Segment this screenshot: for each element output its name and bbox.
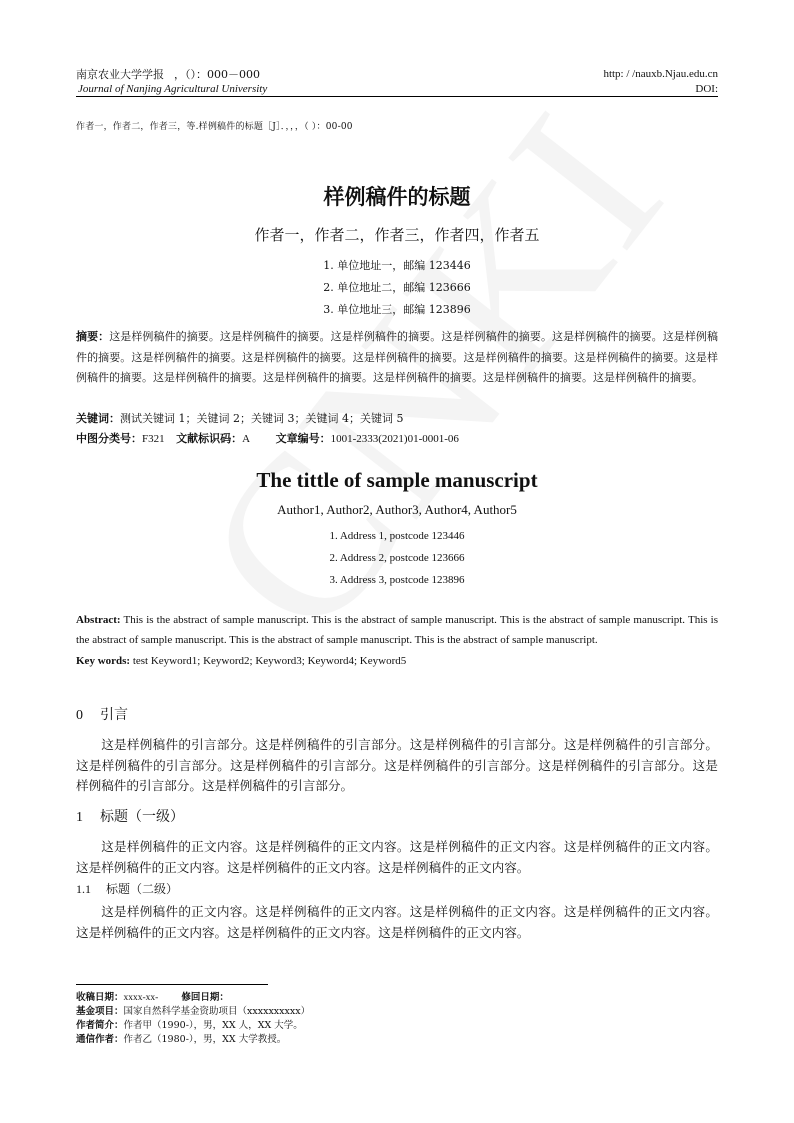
classification-line — [76, 429, 718, 450]
abstract-en — [76, 610, 718, 650]
address-cn-2: 2. 单位地址二，邮编 123666 — [323, 281, 471, 294]
journal-name-cn: 南京农业大学学报 ，（）：000－000 — [76, 68, 260, 81]
journal-url[interactable]: http: / /nauxb.Njau.edu.cn — [603, 68, 718, 80]
section-text-0: 这是样例稿件的引言部分。这是样例稿件的引言部分。这是样例稿件的引言部分。这是样例稿件的引言部分。这是样例稿件的引言部分。这是样例稿件的引言部分。这是样例稿件的引言部分。这是样例稿件的引言部分。这是样例稿件的引言部分。这是样例稿件的引言部分。 — [76, 737, 718, 793]
keywords-cn-text: 测试关键词 1；关键词 2；关键词 3；关键词 4；关键词 5 — [120, 412, 404, 425]
section-text-1-1: 这是样例稿件的正文内容。这是样例稿件的正文内容。这是样例稿件的正文内容。这是样例稿件的正文内容。这是样例稿件的正文内容。这是样例稿件的正文内容。这是样例稿件的正文内容。 — [76, 904, 718, 940]
keywords-en-label: Key words: — [76, 655, 131, 667]
keywords-en — [76, 651, 718, 672]
keywords-cn — [76, 409, 718, 430]
address-en-3: 3. Address 3, postcode 123896 — [329, 574, 465, 586]
footnote-fund: 基金项目：国家自然科学基金资助项目（xxxxxxxxxx） — [76, 1006, 311, 1017]
citation-line: 作者一，作者二，作者三，等.样例稿件的标题［J］．，，，（ ）：00-00 — [76, 122, 353, 132]
abstract-en-text: This is the abstract of sample manuscript. This is the abstract of sample manuscript. This is the abstract of sample manuscript. This is the abstract of sample manuscript. This is the abstract of sample manuscript. This is the abstract of sample manuscript. — [76, 614, 718, 646]
section-heading-1 — [76, 806, 184, 826]
authors-cn: 作者一，作者二，作者三，作者四，作者五 — [254, 226, 540, 244]
footnote-corresponding: 通信作者：作者乙（1980-），男，XX 大学教授。 — [76, 1034, 287, 1045]
address-cn-3: 3. 单位地址三，邮编 123896 — [323, 303, 471, 316]
doc-code-label: 文献标识码： — [176, 432, 243, 445]
issue-info: ，（）：000－000 — [174, 68, 260, 81]
title-en: The tittle of sample manuscript — [256, 468, 538, 492]
keywords-en-text: test Keyword1; Keyword2; Keyword3; Keyword4; Keyword5 — [130, 655, 407, 667]
address-en-2: 2. Address 2, postcode 123666 — [329, 552, 465, 564]
abstract-cn-text: 这是样例稿件的摘要。这是样例稿件的摘要。这是样例稿件的摘要。这是样例稿件的摘要。这是样例稿件的摘要。这是样例稿件的摘要。这是样例稿件的摘要。这是样例稿件的摘要。这是样例稿件的摘要。这是样例稿件的摘要。这是样例稿件的摘要。这是样例稿件的摘要。这是样例稿件的摘要。这是样例稿件的摘要。这是样例稿件的摘要。这是样例稿件的摘要。这是样例稿件的摘要。 — [76, 330, 719, 385]
doi-label: DOI: — [695, 83, 718, 95]
title-cn: 样例稿件的标题 — [323, 185, 471, 209]
section-text-1: 这是样例稿件的正文内容。这是样例稿件的正文内容。这是样例稿件的正文内容。这是样例稿件的正文内容。这是样例稿件的正文内容。这是样例稿件的正文内容。这是样例稿件的正文内容。 — [76, 839, 718, 875]
section-number: 1 — [76, 810, 83, 825]
abstract-cn — [76, 327, 718, 389]
section-number: 1.1 — [76, 882, 91, 896]
footnote-rule — [76, 984, 268, 985]
article-no-value: 1001-2333(2021)01-0001-06 — [330, 433, 459, 445]
section-title: 引言 — [100, 707, 128, 723]
addresses-cn — [0, 255, 794, 321]
section-heading-0 — [76, 704, 128, 724]
address-cn-1: 1. 单位地址一，邮编 123446 — [323, 259, 471, 272]
clc-value: F321 — [142, 433, 165, 445]
section-title: 标题（二级） — [106, 882, 179, 896]
addresses-en — [0, 525, 794, 591]
subsection-heading-1-1 — [76, 880, 178, 897]
section-title: 标题（一级） — [100, 809, 184, 825]
footnote-dates: 收稿日期：xxxx-xx- 修回日期： — [76, 992, 229, 1003]
address-en-1: 1. Address 1, postcode 123446 — [329, 530, 465, 542]
doc-code-value: A — [242, 433, 251, 445]
clc-label: 中图分类号： — [76, 432, 142, 445]
abstract-en-label: Abstract: — [76, 614, 121, 626]
abstract-cn-label: 摘要： — [76, 330, 110, 343]
header-rule — [76, 96, 718, 97]
journal-name-en: Journal of Nanjing Agricultural University — [78, 83, 268, 95]
article-no-label: 文章编号： — [275, 432, 331, 445]
footnote-author-bio: 作者简介：作者甲（1990-），男，XX 人，XX 大学。 — [76, 1020, 303, 1031]
authors-en: Author1, Author2, Author3, Author4, Author5 — [277, 502, 517, 517]
keywords-cn-label: 关键词： — [76, 412, 120, 425]
section-number: 0 — [76, 708, 83, 723]
